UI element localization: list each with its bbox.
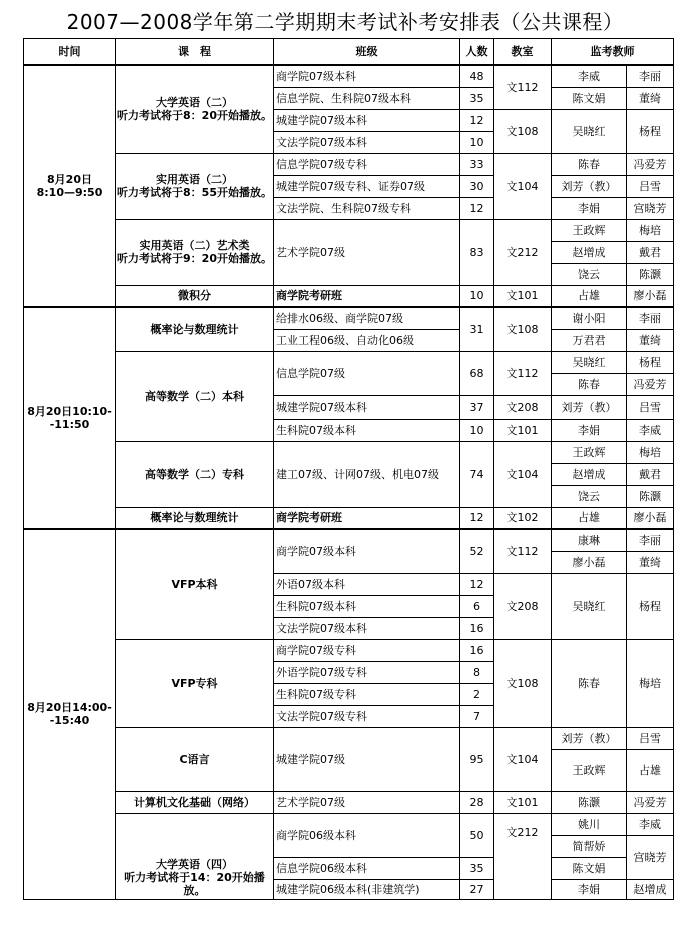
room-cell: 文101 bbox=[494, 419, 552, 441]
class-cell: 艺术学院07级 bbox=[274, 791, 460, 813]
proctor-cell: 赵增成 bbox=[627, 879, 674, 899]
room-cell: 文101 bbox=[494, 285, 552, 307]
count-cell: 68 bbox=[460, 351, 494, 395]
course-cell: 概率论与数理统计 bbox=[116, 507, 274, 529]
header-room: 教室 bbox=[494, 39, 552, 66]
proctor-cell: 陈灏 bbox=[627, 263, 674, 285]
table-row bbox=[24, 507, 674, 529]
proctor-cell: 戴君 bbox=[627, 241, 674, 263]
proctor-cell: 康琳 bbox=[552, 529, 627, 551]
count-cell: 10 bbox=[460, 131, 494, 153]
room-cell: 文208 bbox=[494, 573, 552, 639]
proctor-cell: 刘芳（教） bbox=[552, 175, 627, 197]
class-cell: 外语07级本科 bbox=[274, 573, 460, 595]
course-cell: 微积分 bbox=[116, 285, 274, 307]
proctor-cell: 杨程 bbox=[627, 109, 674, 153]
course-cell: VFP本科 bbox=[116, 529, 274, 639]
count-cell: 95 bbox=[460, 727, 494, 791]
proctor-cell: 李丽 bbox=[627, 65, 674, 87]
proctor-cell: 王政辉 bbox=[552, 441, 627, 463]
time-cell: 8月20日10:10- -11:50 bbox=[24, 307, 116, 529]
proctor-cell: 廖小磊 bbox=[627, 285, 674, 307]
proctor-cell: 吴晓红 bbox=[552, 573, 627, 639]
proctor-cell: 陈春 bbox=[552, 153, 627, 175]
table-row bbox=[24, 65, 674, 87]
count-cell: 6 bbox=[460, 595, 494, 617]
proctor-cell: 陈文娟 bbox=[552, 87, 627, 109]
proctor-cell: 吕雪 bbox=[627, 395, 674, 419]
proctor-cell: 廖小磊 bbox=[627, 507, 674, 529]
course-cell: 概率论与数理统计 bbox=[116, 307, 274, 351]
class-cell: 城建学院07级 bbox=[274, 727, 460, 791]
class-cell: 信息学院07级专科 bbox=[274, 153, 460, 175]
proctor-cell: 宫晓芳 bbox=[627, 197, 674, 219]
table-row bbox=[24, 639, 674, 661]
header-course: 课 程 bbox=[116, 39, 274, 66]
course-cell: 高等数学（二）专科 bbox=[116, 441, 274, 507]
proctor-cell: 李威 bbox=[627, 813, 674, 835]
count-cell: 16 bbox=[460, 617, 494, 639]
count-cell: 30 bbox=[460, 175, 494, 197]
proctor-cell: 陈春 bbox=[552, 639, 627, 727]
room-cell: 文208 bbox=[494, 395, 552, 419]
room-cell: 文101 bbox=[494, 791, 552, 813]
proctor-cell: 杨程 bbox=[627, 351, 674, 373]
room-cell: 文104 bbox=[494, 153, 552, 219]
proctor-cell: 刘芳（教） bbox=[552, 395, 627, 419]
proctor-cell: 李威 bbox=[627, 419, 674, 441]
course-cell: 高等数学（二）本科 bbox=[116, 351, 274, 441]
proctor-cell: 杨程 bbox=[627, 573, 674, 639]
count-cell: 35 bbox=[460, 87, 494, 109]
proctor-cell: 李丽 bbox=[627, 529, 674, 551]
header-class: 班级 bbox=[274, 39, 460, 66]
room-cell: 文212 bbox=[494, 219, 552, 285]
count-cell: 2 bbox=[460, 683, 494, 705]
class-cell: 生科院07级本科 bbox=[274, 595, 460, 617]
time-cell: 8月20日14:00- -15:40 bbox=[24, 529, 116, 899]
class-cell: 艺术学院07级 bbox=[274, 219, 460, 285]
page-title: 2007—2008学年第二学期期末考试补考安排表（公共课程） bbox=[66, 10, 624, 34]
class-cell: 商学院06级本科 bbox=[274, 813, 460, 857]
proctor-cell: 占雄 bbox=[552, 285, 627, 307]
proctor-cell: 赵增成 bbox=[552, 241, 627, 263]
class-cell: 工业工程06级、自动化06级 bbox=[274, 329, 460, 351]
proctor-cell: 刘芳（教） bbox=[552, 727, 627, 749]
count-cell: 31 bbox=[460, 307, 494, 351]
count-cell: 12 bbox=[460, 197, 494, 219]
class-cell: 信息学院07级 bbox=[274, 351, 460, 395]
class-cell: 城建学院07级专科、证券07级 bbox=[274, 175, 460, 197]
proctor-cell: 梅培 bbox=[627, 219, 674, 241]
room-cell: 文108 bbox=[494, 307, 552, 351]
table-row bbox=[24, 285, 674, 307]
proctor-cell: 占雄 bbox=[552, 507, 627, 529]
proctor-cell: 万君君 bbox=[552, 329, 627, 351]
count-cell: 52 bbox=[460, 529, 494, 573]
proctor-cell: 吕雪 bbox=[627, 727, 674, 749]
proctor-cell: 董绮 bbox=[627, 87, 674, 109]
proctor-cell: 董绮 bbox=[627, 329, 674, 351]
table-row bbox=[24, 153, 674, 175]
proctor-cell: 饶云 bbox=[552, 485, 627, 507]
class-cell: 文法学院07级本科 bbox=[274, 131, 460, 153]
proctor-cell: 宫晓芳 bbox=[627, 835, 674, 879]
class-cell: 商学院07级专科 bbox=[274, 639, 460, 661]
course-cell: 大学英语（二） 听力考试将于8：20开始播放。 bbox=[116, 65, 274, 153]
class-cell: 商学院07级本科 bbox=[274, 529, 460, 573]
count-cell: 48 bbox=[460, 65, 494, 87]
course-cell: 实用英语（二） 听力考试将于8：55开始播放。 bbox=[116, 153, 274, 219]
count-cell: 8 bbox=[460, 661, 494, 683]
proctor-cell: 冯爱芳 bbox=[627, 373, 674, 395]
course-cell: 实用英语（二）艺术类 听力考试将于9：20开始播放。 bbox=[116, 219, 274, 285]
table-row bbox=[24, 351, 674, 373]
proctor-cell: 陈灏 bbox=[627, 485, 674, 507]
proctor-cell: 董绮 bbox=[627, 551, 674, 573]
exam-schedule-table bbox=[23, 38, 674, 900]
count-cell: 10 bbox=[460, 285, 494, 307]
count-cell: 7 bbox=[460, 705, 494, 727]
room-cell: 文108 bbox=[494, 639, 552, 727]
class-cell: 商学院考研班 bbox=[274, 507, 460, 529]
room-cell: 文102 bbox=[494, 507, 552, 529]
class-cell: 文法学院、生科院07级专科 bbox=[274, 197, 460, 219]
proctor-cell: 戴君 bbox=[627, 463, 674, 485]
count-cell: 27 bbox=[460, 879, 494, 899]
room-cell: 文112 bbox=[494, 529, 552, 573]
proctor-cell: 李威 bbox=[552, 65, 627, 87]
table-row bbox=[24, 791, 674, 813]
room-cell: 文104 bbox=[494, 441, 552, 507]
count-cell: 12 bbox=[460, 507, 494, 529]
class-cell: 文法学院07级专科 bbox=[274, 705, 460, 727]
class-cell: 生科院07级专科 bbox=[274, 683, 460, 705]
room-cell: 文108 bbox=[494, 109, 552, 153]
count-cell: 12 bbox=[460, 573, 494, 595]
course-cell: VFP专科 bbox=[116, 639, 274, 727]
room-cell: 文112 bbox=[494, 351, 552, 395]
proctor-cell: 陈文娟 bbox=[552, 857, 627, 879]
count-cell: 33 bbox=[460, 153, 494, 175]
proctor-cell: 梅培 bbox=[627, 441, 674, 463]
count-cell: 28 bbox=[460, 791, 494, 813]
class-cell: 城建学院06级本科(非建筑学) bbox=[274, 879, 460, 899]
count-cell: 83 bbox=[460, 219, 494, 285]
class-cell: 信息学院、生科院07级本科 bbox=[274, 87, 460, 109]
proctor-cell: 吕雪 bbox=[627, 175, 674, 197]
class-cell: 建工07级、计网07级、机电07级 bbox=[274, 441, 460, 507]
class-cell: 文法学院07级本科 bbox=[274, 617, 460, 639]
course-cell: C语言 bbox=[116, 727, 274, 791]
proctor-cell: 赵增成 bbox=[552, 463, 627, 485]
course-cell: 大学英语（四） 听力考试将于14：20开始播放。 bbox=[116, 813, 274, 899]
proctor-cell: 陈春 bbox=[552, 373, 627, 395]
proctor-cell: 王政辉 bbox=[552, 219, 627, 241]
class-cell: 外语学院07级专科 bbox=[274, 661, 460, 683]
table-row bbox=[24, 219, 674, 241]
proctor-cell: 李娟 bbox=[552, 197, 627, 219]
proctor-cell: 谢小阳 bbox=[552, 307, 627, 329]
class-cell: 生科院07级本科 bbox=[274, 419, 460, 441]
count-cell: 74 bbox=[460, 441, 494, 507]
proctor-cell: 姚川 bbox=[552, 813, 627, 835]
proctor-cell: 占雄 bbox=[627, 749, 674, 791]
proctor-cell: 简帮娇 bbox=[552, 835, 627, 857]
class-cell: 商学院07级本科 bbox=[274, 65, 460, 87]
count-cell: 10 bbox=[460, 419, 494, 441]
proctor-cell: 李娟 bbox=[552, 419, 627, 441]
table-row bbox=[24, 727, 674, 749]
table-row bbox=[24, 813, 674, 835]
table-row bbox=[24, 307, 674, 329]
class-cell: 给排水06级、商学院07级 bbox=[274, 307, 460, 329]
proctor-cell: 李娟 bbox=[552, 879, 627, 899]
count-cell: 35 bbox=[460, 857, 494, 879]
header-proctor: 监考教师 bbox=[552, 39, 674, 66]
proctor-cell: 廖小磊 bbox=[552, 551, 627, 573]
proctor-cell: 冯爱芳 bbox=[627, 791, 674, 813]
room-cell: 文112 bbox=[494, 65, 552, 109]
header-row bbox=[24, 39, 674, 66]
room-cell: 文104 bbox=[494, 727, 552, 791]
proctor-cell: 李丽 bbox=[627, 307, 674, 329]
class-cell: 城建学院07级本科 bbox=[274, 395, 460, 419]
count-cell: 37 bbox=[460, 395, 494, 419]
proctor-cell: 吴晓红 bbox=[552, 109, 627, 153]
header-time: 时间 bbox=[24, 39, 116, 66]
time-cell: 8月20日 8:10—9:50 bbox=[24, 65, 116, 307]
class-cell: 商学院考研班 bbox=[274, 285, 460, 307]
course-cell: 计算机文化基础（网络） bbox=[116, 791, 274, 813]
proctor-cell: 饶云 bbox=[552, 263, 627, 285]
proctor-cell: 陈灏 bbox=[552, 791, 627, 813]
table-row bbox=[24, 529, 674, 551]
count-cell: 50 bbox=[460, 813, 494, 857]
proctor-cell: 梅培 bbox=[627, 639, 674, 727]
header-count: 人数 bbox=[460, 39, 494, 66]
room-cell: 文212 bbox=[494, 813, 552, 899]
count-cell: 12 bbox=[460, 109, 494, 131]
class-cell: 信息学院06级本科 bbox=[274, 857, 460, 879]
count-cell: 16 bbox=[460, 639, 494, 661]
class-cell: 城建学院07级本科 bbox=[274, 109, 460, 131]
table-row bbox=[24, 441, 674, 463]
proctor-cell: 冯爱芳 bbox=[627, 153, 674, 175]
proctor-cell: 吴晓红 bbox=[552, 351, 627, 373]
proctor-cell: 王政辉 bbox=[552, 749, 627, 791]
